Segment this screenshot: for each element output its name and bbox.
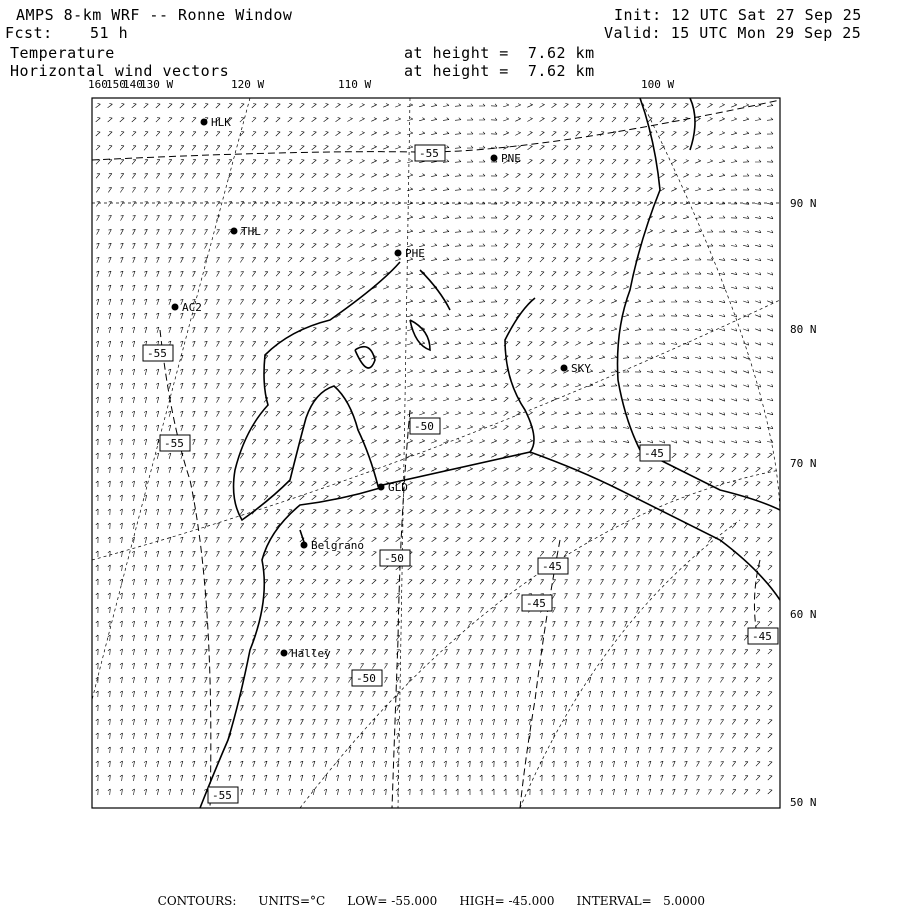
lat-label: 50 N [790, 796, 817, 809]
station-label: PNE [501, 152, 521, 165]
contour-minus55-west [160, 330, 211, 808]
graticule [92, 98, 780, 808]
island-coast [690, 98, 695, 150]
contours-interval: INTERVAL= 5.0000 [576, 894, 706, 908]
station-label: HLK [211, 116, 231, 129]
contour-label: -45 [542, 560, 562, 573]
station-label: PHE [405, 247, 425, 260]
forecast-hours: 51 h [90, 24, 129, 42]
contour-label: -45 [526, 597, 546, 610]
station-marker [395, 250, 402, 257]
contour-label: -50 [356, 672, 376, 685]
lat-label: 80 N [790, 323, 817, 336]
lon-label: 160 [88, 78, 108, 91]
forecast-label: Fcst: [5, 24, 53, 42]
lon-label: 120 W [231, 78, 265, 91]
contours-high: HIGH= -45.000 [459, 894, 555, 908]
coastline [200, 98, 780, 808]
lat-curve-b [300, 470, 780, 808]
contour-label: -45 [644, 447, 664, 460]
contour-label: -55 [164, 437, 184, 450]
station-marker [231, 228, 238, 235]
field-wind: Horizontal wind vectors [10, 62, 230, 80]
wind-vector-field [96, 104, 773, 796]
station-marker [491, 155, 498, 162]
station-marker [301, 542, 308, 549]
contours-units: UNITS=°C [258, 894, 326, 908]
field-temperature-height: at height = 7.62 km [404, 44, 595, 62]
station-marker [172, 304, 179, 311]
lon-label: 140 [123, 78, 143, 91]
contours-label: CONTOURS: [157, 894, 237, 908]
station-marker [201, 119, 208, 126]
station-label: SKY [571, 362, 591, 375]
ice-rise [355, 347, 375, 368]
map-title: AMPS 8-km WRF -- Ronne Window [16, 6, 293, 24]
contour-label: -55 [212, 789, 232, 802]
contour-label: -45 [752, 630, 772, 643]
lon-label: 150 [106, 78, 126, 91]
contour-legend [150, 880, 727, 908]
contour-minus50 [392, 410, 410, 808]
lon-label: 110 W [338, 78, 372, 91]
east-coast-line [200, 488, 380, 808]
lat-label: 60 N [790, 608, 817, 621]
station-marker [378, 484, 385, 491]
lon-label: 130 W [140, 78, 174, 91]
contour-label: -50 [414, 420, 434, 433]
ice-shelf-edge [234, 262, 535, 520]
contours-low: LOW= -55.000 [347, 894, 438, 908]
contour-minus45-a [520, 540, 560, 808]
valid-time: Valid: 15 UTC Mon 29 Sep 25 [604, 24, 862, 42]
lat-label: 90 N [790, 197, 817, 210]
station-label: Halley [291, 647, 331, 660]
station-label: AC2 [182, 301, 202, 314]
plot-frame [92, 98, 780, 808]
contour-label: -55 [419, 147, 439, 160]
lon-label: 100 W [641, 78, 675, 91]
station-marker [281, 650, 288, 657]
lat-label: 70 N [790, 457, 817, 470]
field-temperature: Temperature [10, 44, 115, 62]
contour-label: -50 [384, 552, 404, 565]
antarctic-peninsula-coast [530, 452, 780, 600]
ice-rise-2 [410, 320, 430, 350]
station-label: Belgrano [311, 539, 364, 552]
station-marker [561, 365, 568, 372]
init-time: Init: 12 UTC Sat 27 Sep 25 [614, 6, 862, 24]
berkner-island [420, 270, 450, 310]
field-wind-height: at height = 7.62 km [404, 62, 595, 80]
contour-label: -55 [147, 347, 167, 360]
station-label: THL [241, 225, 261, 238]
station-label: GLD [388, 481, 408, 494]
